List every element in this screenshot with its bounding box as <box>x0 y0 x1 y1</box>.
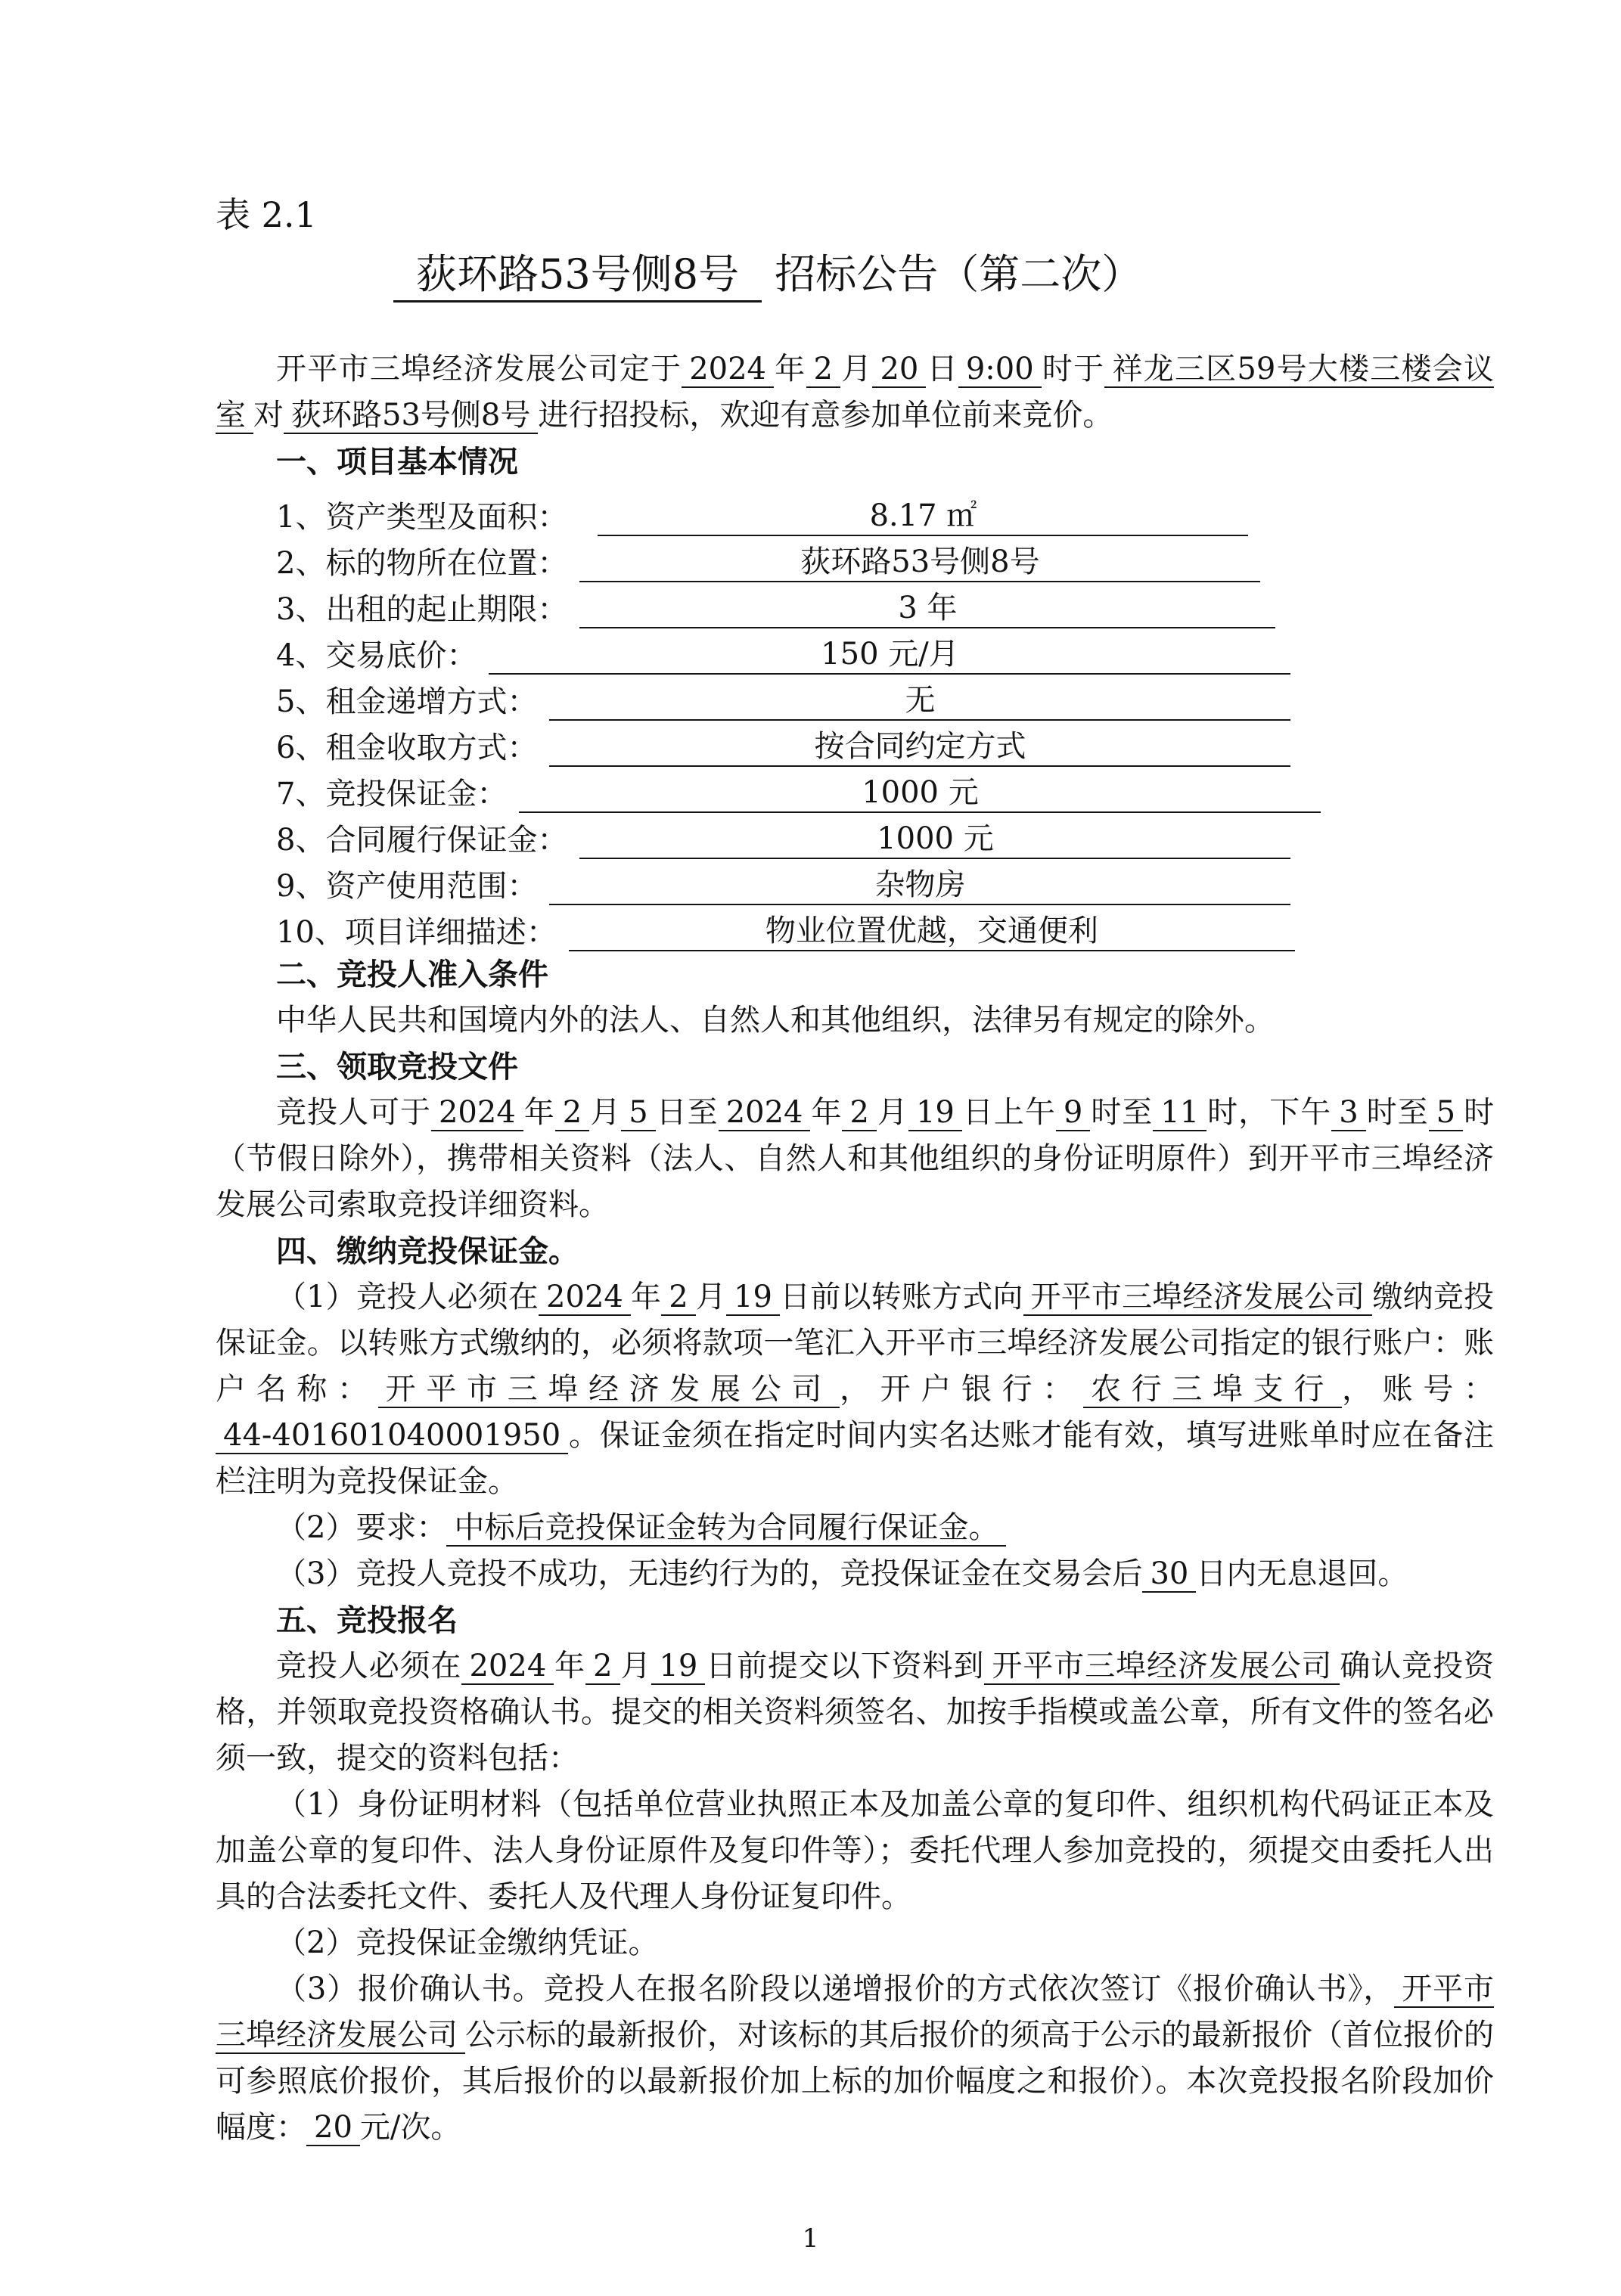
blank-year: 2024 <box>682 352 774 388</box>
info-value: 8.17 ㎡ <box>598 497 1248 536</box>
blank-company: 开平市三埠经济发展公司 <box>984 1649 1340 1685</box>
blank: 2024 <box>461 1649 554 1685</box>
text: （3）报价确认书。竞投人在报名阶段以递增报价的方式依次签订《报价确认书》， <box>276 1972 1395 2006</box>
text: ，账号： <box>1342 1372 1495 1407</box>
text: 月 <box>876 1095 908 1130</box>
text: （1）竞投人必须在 <box>276 1280 539 1314</box>
text: 年 <box>630 1280 662 1314</box>
registration-item-3 <box>216 1966 1494 2151</box>
info-label: 3、出租的起止期限： <box>276 592 568 627</box>
section-heading-3: 三、领取竞投文件 <box>276 1049 518 1084</box>
info-row <box>216 813 1494 859</box>
text: 月 <box>589 1095 622 1130</box>
section-heading-5: 五、竞投报名 <box>276 1603 458 1638</box>
text: 确认竞投资格，并领取竞投资格确认书。提交的相关资料须签名、加按手指模或盖公章，所有文件的签名必须一致，提交的资料包括： <box>216 1649 1495 1776</box>
blank: 2024 <box>431 1095 523 1131</box>
info-label: 4、交易底价： <box>276 638 477 673</box>
deposit-paragraph-1 <box>216 1274 1494 1505</box>
text: 竞投人必须在 <box>276 1649 462 1683</box>
info-row <box>216 582 1494 628</box>
blank-place: 祥龙三区59号大楼三楼会议室 <box>216 352 1495 433</box>
registration-item-2: （2）竞投保证金缴纳凭证。 <box>276 1925 659 1960</box>
blank: 19 <box>726 1280 780 1316</box>
blank-time: 9:00 <box>958 352 1042 388</box>
info-label: 10、项目详细描述： <box>276 915 557 950</box>
blank-account-name: 开平市三埠经济发展公司 <box>378 1372 840 1408</box>
info-label: 8、合同履行保证金： <box>276 823 568 858</box>
info-row <box>216 536 1494 582</box>
blank: 2024 <box>719 1095 811 1131</box>
text: 公示标的最新报价，对该标的其后报价的须高于公示的最新报价（首位报价的可参照底价报价，其后报价的以最新报价加上标的加价幅度之和报价）。本次竞投报名阶段加价幅度： <box>216 2018 1494 2145</box>
table-number: 表 2.1 <box>216 194 317 235</box>
text: 时至 <box>1090 1095 1154 1130</box>
info-value: 1000 元 <box>519 774 1321 813</box>
info-label: 5、租金递增方式： <box>276 684 538 719</box>
blank-requirement: 中标后竞投保证金转为合同履行保证金。 <box>446 1510 1006 1547</box>
blank-day: 20 <box>872 352 926 388</box>
intro-paragraph <box>216 346 1494 485</box>
main-body <box>216 951 1494 2151</box>
text: 日前以转账方式向 <box>779 1280 1023 1314</box>
text: 年 <box>774 352 806 386</box>
info-row <box>216 859 1494 905</box>
eligibility-text: 中华人民共和国境内外的法人、自然人和其他组织，法律另有规定的除外。 <box>276 1003 1275 1038</box>
info-value: 1000 元 <box>579 820 1290 859</box>
text: 月 <box>620 1649 652 1683</box>
blank: 2 <box>585 1649 620 1685</box>
text: 日 <box>926 352 958 386</box>
text: 日内无息退回。 <box>1196 1556 1408 1591</box>
blank-company: 开平市三埠经济发展公司 <box>1023 1280 1373 1316</box>
info-label: 1、资产类型及面积： <box>276 500 568 535</box>
text: 元/次。 <box>359 2110 461 2145</box>
text: 时于 <box>1041 352 1105 386</box>
text: 年 <box>810 1095 843 1130</box>
page-number: 1 <box>802 2223 819 2254</box>
info-value: 杂物房 <box>549 866 1290 905</box>
registration-paragraph <box>216 1643 1494 1782</box>
text: 下午 <box>1269 1095 1332 1130</box>
text: 竞投人可于 <box>276 1095 431 1130</box>
blank: 2024 <box>539 1280 631 1316</box>
text: 年 <box>554 1649 586 1683</box>
text: 年 <box>523 1095 555 1130</box>
text: 月 <box>840 352 873 386</box>
info-value: 按合同约定方式 <box>549 728 1290 767</box>
info-value: 无 <box>549 681 1290 721</box>
text: 月 <box>695 1280 727 1314</box>
info-value: 物业位置优越，交通便利 <box>569 912 1295 951</box>
info-value: 3 年 <box>579 589 1275 628</box>
info-row <box>216 905 1494 951</box>
blank-month: 2 <box>806 352 840 388</box>
blank-subject: 荻环路53号侧8号 <box>284 398 538 434</box>
text: 日前提交以下资料到 <box>705 1649 985 1683</box>
info-value: 荻环路53号侧8号 <box>579 543 1260 582</box>
deposit-paragraph-2 <box>216 1505 1494 1551</box>
deposit-paragraph-3 <box>216 1551 1494 1597</box>
text: 日上午 <box>961 1095 1056 1130</box>
title-suffix: 招标公告（第二次） <box>775 250 1143 298</box>
blank-bank: 农行三埠支行 <box>1083 1372 1342 1408</box>
text: 日至 <box>655 1095 719 1130</box>
info-row <box>216 767 1494 813</box>
text: 时（节假日除外），携带相关资料（法人、自然人和其他组织的身份证明原件）到开平市三埠经济发展公司索取竞投详细资料。 <box>216 1095 1495 1222</box>
info-row <box>216 675 1494 721</box>
info-label: 9、资产使用范围： <box>276 869 538 904</box>
blank: 9 <box>1056 1095 1090 1131</box>
title-subject: 荻环路53号侧8号 <box>393 242 762 303</box>
blank: 5 <box>621 1095 655 1131</box>
text: 时至 <box>1365 1095 1429 1130</box>
info-label: 7、竞投保证金： <box>276 777 508 811</box>
blank: 19 <box>651 1649 705 1685</box>
page-title <box>393 242 1142 303</box>
blank-increment: 20 <box>306 2110 360 2146</box>
info-row <box>216 628 1494 675</box>
blank: 11 <box>1153 1095 1206 1131</box>
section-heading-2: 二、竞投人准入条件 <box>276 957 548 992</box>
info-row <box>216 721 1494 767</box>
collect-documents-paragraph <box>216 1090 1494 1228</box>
text: 时， <box>1206 1095 1270 1130</box>
blank: 2 <box>661 1280 695 1316</box>
text: 对 <box>253 398 284 433</box>
blank: 5 <box>1429 1095 1463 1131</box>
info-label: 2、标的物所在位置： <box>276 546 568 581</box>
blank-account-number: 44-401601040001950 <box>216 1418 568 1454</box>
registration-item-1: （1）身份证明材料（包括单位营业执照正本及加盖公章的复印件、组织机构代码证正本及加盖公章的复印件、法人身份证原件及复印件等）；委托代理人参加竞投的，须提交由委托人出具的合法委托文件、委托人及代理人身份证复印件。 <box>216 1787 1494 1914</box>
blank: 2 <box>842 1095 876 1131</box>
text: 。保证金须在指定时间内实名达账才能有效，填写进账单时应在备注栏注明为竞投保证金。 <box>216 1418 1494 1499</box>
section-heading-4: 四、缴纳竞投保证金。 <box>276 1233 579 1269</box>
text: （3）竞投人竞投不成功，无违约行为的，竞投保证金在交易会后 <box>276 1556 1143 1591</box>
blank: 19 <box>908 1095 962 1131</box>
blank: 3 <box>1331 1095 1365 1131</box>
text: ，开户银行： <box>840 1372 1084 1407</box>
project-info-list <box>216 490 1494 951</box>
text: 进行招投标，欢迎有意参加单位前来竞价。 <box>538 398 1113 433</box>
blank: 2 <box>555 1095 589 1131</box>
blank-days: 30 <box>1142 1556 1196 1593</box>
info-row <box>216 490 1494 536</box>
info-label: 6、租金收取方式： <box>276 731 538 765</box>
text: 缴纳竞投保证金。以转账方式缴纳的，必须将款项一笔汇入开平市三埠经济发展公司指定的银行账户：账户名称： <box>216 1280 1495 1407</box>
section-heading-1: 一、项目基本情况 <box>276 444 518 479</box>
text: 开平市三埠经济发展公司定于 <box>276 352 682 386</box>
blank-company: 开平市三埠经济发展公司 <box>216 1972 1495 2052</box>
text: （2）要求： <box>276 1510 447 1545</box>
info-value: 150 元/月 <box>489 635 1290 675</box>
